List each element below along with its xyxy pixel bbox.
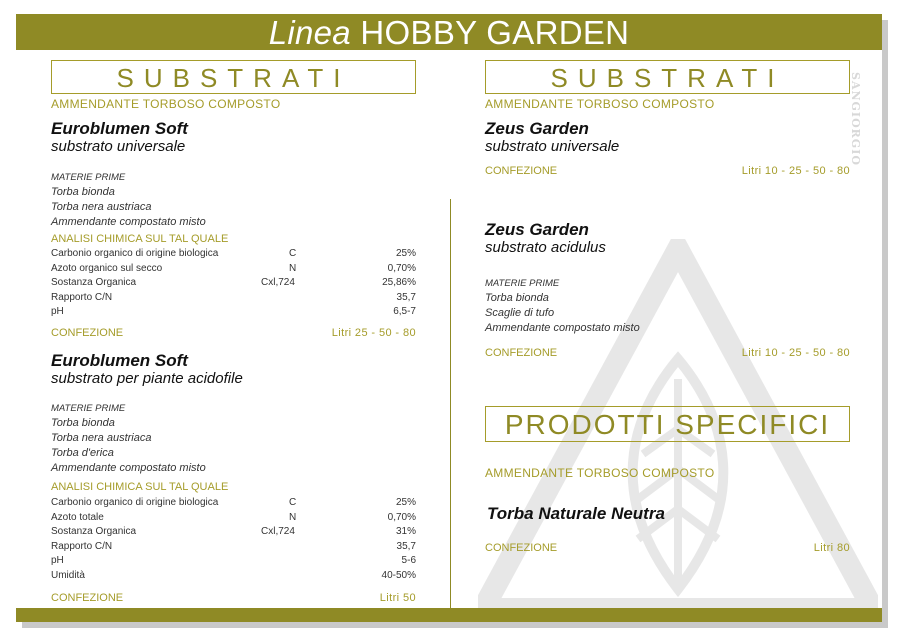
raw-material-item: Ammendante compostato misto (51, 216, 206, 228)
analysis-row (51, 511, 416, 526)
analysis-symbol: N (289, 262, 297, 274)
analysis-value: 25% (395, 248, 416, 259)
analysis-row (51, 496, 416, 511)
analysis-table (51, 496, 416, 584)
raw-material-item: Ammendante compostato misto (485, 322, 640, 334)
analysis-param: Umidità (51, 569, 85, 581)
product-name: Euroblumen Soft (51, 351, 188, 370)
product-description: substrato acidulus (485, 239, 606, 256)
analysis-row (51, 554, 416, 569)
analysis-row (51, 305, 416, 320)
section-subtitle: AMMENDANTE TORBOSO COMPOSTO (485, 97, 715, 111)
analysis-value: 25,86% (382, 277, 416, 289)
section-title-substrati: SUBSTRATI (485, 60, 850, 94)
page-footer-bar (16, 608, 882, 622)
analysis-value: 35,7 (396, 540, 416, 552)
section-title-prodotti-specifici: PRODOTTI SPECIFICI (485, 406, 850, 442)
analysis-param: Azoto totale (51, 511, 104, 523)
raw-material-item: Ammendante compostato misto (51, 462, 206, 474)
analysis-row (51, 247, 416, 262)
analysis-param: Rapporto C/N (51, 291, 113, 303)
column-divider (450, 199, 451, 609)
section-title-substrati: SUBSTRATI (51, 60, 416, 94)
analysis-value: 40-50% (381, 569, 416, 581)
analysis-param: pH (51, 306, 64, 318)
page-header (16, 14, 882, 50)
left-column (51, 60, 416, 94)
product-name: Zeus Garden (485, 220, 589, 239)
analysis-param: Azoto organico sul secco (51, 262, 163, 274)
packaging-sizes: Litri 80 (813, 542, 850, 554)
packaging-label: CONFEZIONE (51, 327, 124, 339)
analysis-row (51, 291, 416, 306)
packaging-sizes: Litri 25 - 50 - 80 (331, 327, 416, 339)
analysis-symbol: Cxl,724 (261, 277, 295, 289)
product-description: substrato per piante acidofile (51, 370, 243, 387)
analysis-symbol: Cxl,724 (261, 526, 295, 538)
product-description: substrato universale (51, 138, 186, 155)
packaging-sizes: Litri 10 - 25 - 50 - 80 (741, 165, 850, 177)
product-description: substrato universale (485, 138, 620, 155)
raw-material-item: Torba nera austriaca (51, 201, 152, 213)
analysis-symbol: C (289, 497, 297, 508)
analysis-label: ANALISI CHIMICA SUL TAL QUALE (51, 481, 229, 493)
section-subtitle: AMMENDANTE TORBOSO COMPOSTO (485, 466, 715, 480)
packaging-label: CONFEZIONE (485, 165, 558, 177)
analysis-param: Sostanza Organica (51, 277, 137, 289)
analysis-param: Sostanza Organica (51, 526, 137, 538)
raw-material-item: Torba d'erica (51, 447, 114, 459)
product-name: Zeus Garden (485, 119, 589, 138)
analysis-symbol: C (289, 248, 297, 259)
packaging-sizes: Litri 10 - 25 - 50 - 80 (741, 347, 850, 359)
analysis-table (51, 247, 416, 320)
raw-material-item: Torba bionda (51, 186, 115, 198)
analysis-param: Carbonio organico di origine biologica (51, 248, 219, 259)
raw-materials (51, 401, 206, 476)
analysis-value: 25% (395, 497, 416, 508)
section-subtitle: AMMENDANTE TORBOSO COMPOSTO (51, 97, 281, 111)
catalog-page (16, 14, 882, 622)
analysis-value: 5-6 (401, 555, 416, 567)
product-name: Torba Naturale Neutra (487, 504, 665, 523)
analysis-param: Rapporto C/N (51, 540, 113, 552)
analysis-row (51, 262, 416, 277)
packaging-label: CONFEZIONE (485, 347, 558, 359)
analysis-row (51, 540, 416, 555)
analysis-value: 0,70% (387, 511, 416, 523)
raw-material-item: Scaglie di tufo (485, 307, 555, 319)
raw-materials-label: MATERIE PRIME (51, 172, 126, 183)
raw-materials (51, 170, 206, 230)
analysis-value: 6,5-7 (393, 306, 416, 318)
analysis-row (51, 525, 416, 540)
analysis-row (51, 276, 416, 291)
raw-materials-label: MATERIE PRIME (485, 278, 560, 289)
right-column (485, 60, 850, 94)
analysis-value: 35,7 (396, 291, 416, 303)
analysis-value: 31% (395, 526, 416, 538)
analysis-symbol: N (289, 511, 297, 523)
raw-material-item: Torba bionda (485, 292, 549, 304)
raw-material-item: Torba bionda (51, 417, 115, 429)
header-title-bold: HOBBY GARDEN (360, 14, 630, 51)
analysis-row (51, 569, 416, 584)
raw-materials (485, 276, 640, 336)
brand-logo-text: SANGIORGIO (849, 72, 862, 166)
header-title-light: Linea (268, 14, 351, 51)
product-name: Euroblumen Soft (51, 119, 188, 138)
packaging-label: CONFEZIONE (485, 542, 558, 554)
raw-material-item: Torba nera austriaca (51, 432, 152, 444)
packaging-sizes: Litri 50 (379, 592, 416, 604)
analysis-value: 0,70% (387, 262, 416, 274)
analysis-param: pH (51, 555, 64, 567)
raw-materials-label: MATERIE PRIME (51, 403, 126, 414)
packaging-label: CONFEZIONE (51, 592, 124, 604)
specific-products-section (485, 406, 850, 442)
analysis-label: ANALISI CHIMICA SUL TAL QUALE (51, 233, 229, 245)
analysis-param: Carbonio organico di origine biologica (51, 497, 219, 508)
